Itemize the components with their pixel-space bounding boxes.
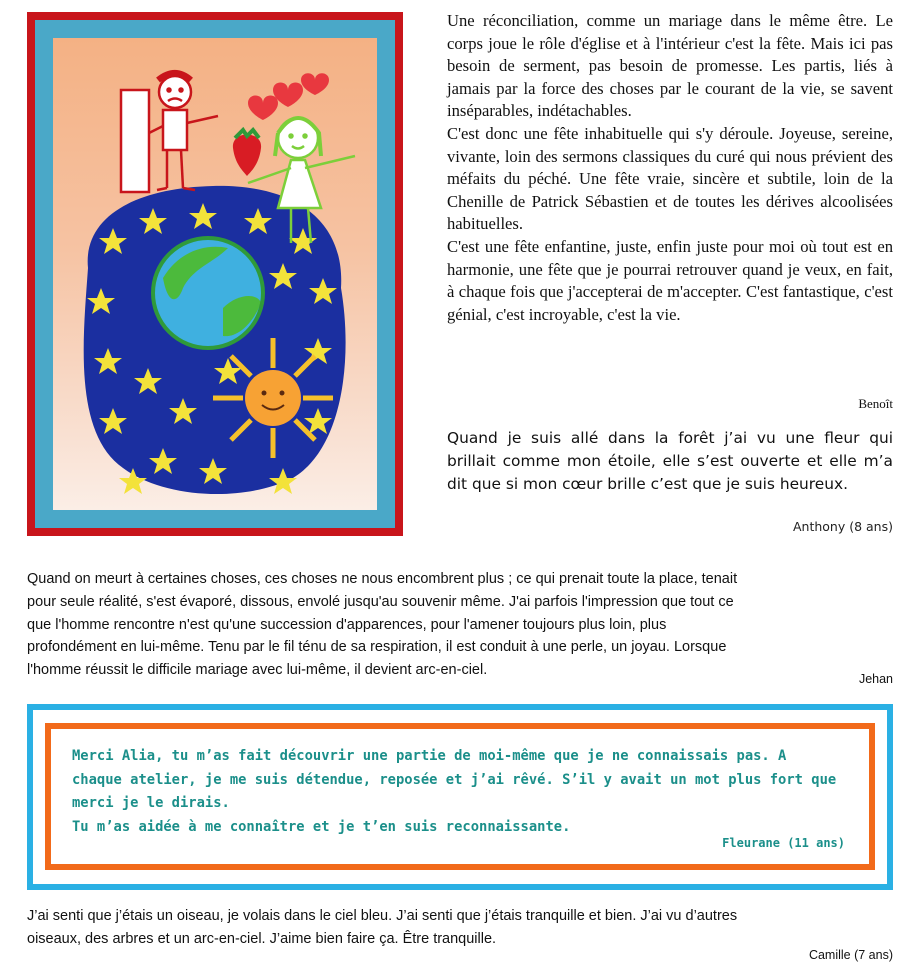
- jehan-line: que l'homme rencontre n'est qu'une succession d'apparences, pour l'amener toujours plus loin, plus: [27, 616, 667, 633]
- drawing-frame-blue-border: [35, 20, 395, 528]
- fleurane-line: merci je le dirais.: [72, 795, 230, 811]
- fleurane-line: Merci Alia, tu m’as fait découvrir une partie de moi-même que je ne connaissais pas. A: [72, 748, 787, 764]
- camille-line: oiseaux, des arbres et un arc-en-ciel. J’aime bien faire ça. Être tranquille.: [27, 930, 497, 947]
- jehan-line: Quand on meurt à certaines choses, ces choses ne nous encombrent plus ; ce qui prenait toute la place, tenait: [27, 571, 738, 587]
- jehan-testimonial: [27, 568, 893, 682]
- camille-line: J’ai senti que j’étais un oiseau, je volais dans le ciel bleu. J’ai senti que j’étais tranquille et bien. J’ai vu d’autres: [27, 908, 738, 924]
- strawberry: [233, 130, 261, 176]
- benoit-paragraph: C'est une fête enfantine, juste, enfin juste pour moi où tout est en harmonie, une fête que je pourrai retrouver quand je veux, en fait, à chaque fois que j'accepterai de m'accepter. C'est fantastique, c'est génial, c'est incroyable, c'est la vie.: [447, 236, 893, 324]
- benoit-testimonial: [447, 10, 893, 326]
- jehan-line: profondément en lui-même. Tenu par le fil ténu de sa respiration, il est conduit à une perle, un joyau. Lorsque: [27, 639, 727, 656]
- jehan-signature: Jehan: [858, 672, 893, 686]
- fleurane-line: chaque atelier, je me suis détendue, reposée et j’ai rêvé. S’il y avait un mot plus fort que: [72, 771, 837, 788]
- jehan-line: l'homme réussit le difficile mariage avec lui-même, il devient arc-en-ciel.: [27, 662, 488, 679]
- fleurane-testimonial: [72, 745, 847, 839]
- child-drawing: [53, 38, 377, 510]
- camille-testimonial: [27, 905, 893, 951]
- fleurane-line: Tu m’as aidée à me connaître et je t’en suis reconnaissante.: [72, 818, 571, 835]
- benoit-paragraph: Une réconciliation, comme un mariage dans le même être. Le corps joue le rôle d'église et à l'intérieur c'est la fête. Mais ici pas besoin de serment, pas besoin de promesse. Les partis, liés à jamais par la force des choses par le courant de la vie, se savent inséparables, indétachables.: [447, 11, 893, 121]
- anthony-signature: Anthony (8 ans): [792, 519, 893, 534]
- benoit-paragraph: C'est donc une fête inhabituelle qui s'y déroule. Joyeuse, sereine, vivante, loin des sermons classiques du curé qui nous prévient des méfaits du péché. Une fête vraie, sincère et subtile, loin de la Chenille de Patrick Sébastien et de toutes les dérives alcoolisées habituelles.: [447, 123, 893, 234]
- camille-signature: Camille (7 ans): [808, 948, 893, 962]
- benoit-signature: Benoît: [858, 396, 893, 411]
- smiling-sun: [213, 338, 333, 458]
- fleurane-signature: Fleurane (11 ans): [722, 836, 845, 850]
- jehan-line: pour seule réalité, s'est évaporé, dissous, envolé jusqu'au souvenir même. J'ai parfois l'impression que tout ce: [27, 593, 734, 610]
- boy-figure: [121, 73, 218, 192]
- drawing-frame: [27, 12, 403, 536]
- anthony-testimonial: Quand je suis allé dans la forêt j’ai vu une fleur qui brillait comme mon étoile, elle s’est ouverte et elle m’a dit que si mon cœur brille c’est que je suis heureux.: [447, 429, 893, 493]
- child-drawing-illustration: [53, 38, 377, 510]
- hearts: [248, 73, 329, 120]
